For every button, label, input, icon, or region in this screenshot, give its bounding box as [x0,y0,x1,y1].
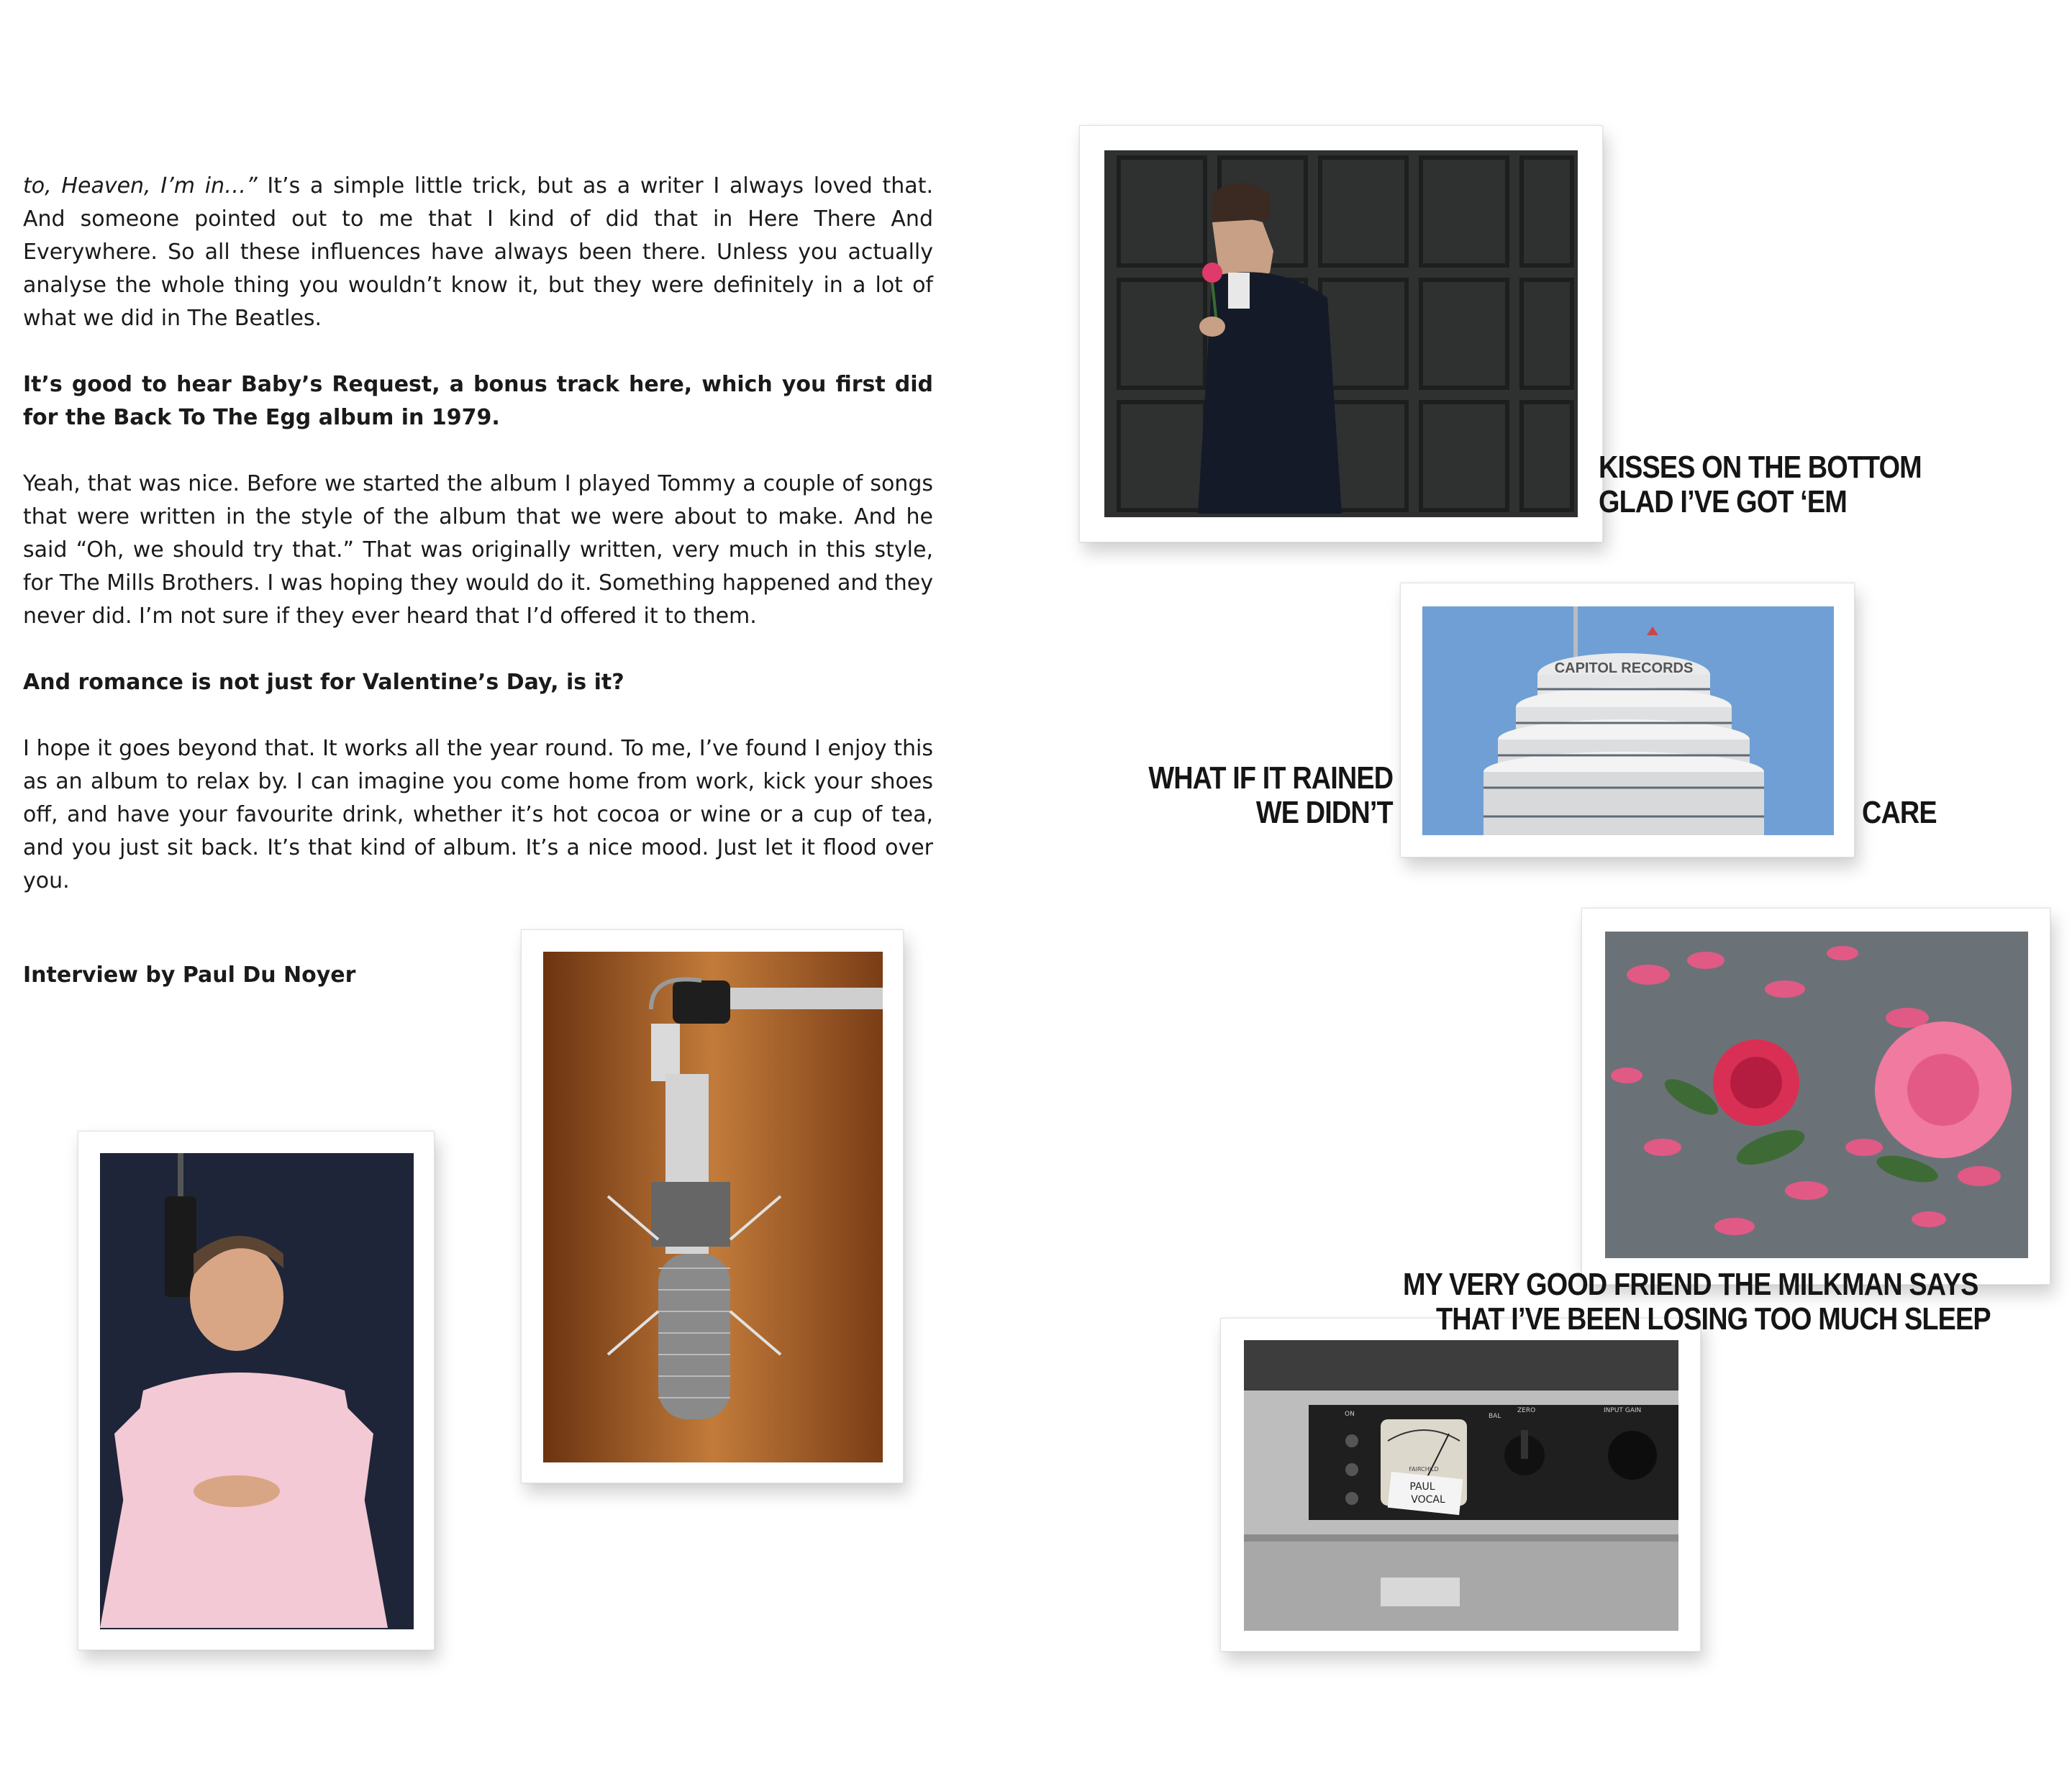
lyric-milkman-line-2: THAT I’VE BEEN LOSING TOO MUCH SLEEP [1436,1301,1991,1337]
photo-frame-meter [1220,1318,1701,1652]
paragraph-1-text: It’s a simple little trick, but as a writer I always loved that. And someone pointed out to me that I kind of did that in Here There And Everywhere. So all these influences have always been there. Unless you actually analyse the whole thing you wouldn’t know it, but they were definitely in a lot of what we did in The Beatles. [23,173,933,331]
photo-microphone [543,952,883,1462]
photo-capitol [1422,606,1834,835]
photo-frame-petals [1581,908,2050,1285]
photo-frame-microphone [521,929,904,1483]
man-flower-image [1104,150,1578,517]
lyric-rained-line-2: WE DIDN’T [1256,795,1393,830]
photo-meter [1244,1340,1678,1631]
singer-image [100,1153,414,1629]
meter-on-label: ON [1345,1411,1355,1418]
photo-singer [100,1153,414,1629]
photo-frame-singer [78,1131,435,1650]
meter-brand: FAIRCHILD [1409,1466,1439,1473]
meter-zero-label: ZERO [1517,1407,1536,1414]
paragraph-1 [23,170,933,335]
lyric-rained-care: CARE [1862,795,1937,830]
interview-text [23,170,933,931]
microphone-image [543,952,883,1462]
lyric-milkman-line-1: MY VERY GOOD FRIEND THE MILKMAN SAYS [1403,1267,1978,1302]
lyric-rained-line-1: WHAT IF IT RAINED [1148,760,1393,796]
paragraph-1-italic: to, Heaven, I’m in…” [23,173,258,199]
question-1: It’s good to hear Baby’s Request, a bonus track here, which you first did for the Back To The Egg album in 1979. [23,372,933,430]
byline: Interview by Paul Du Noyer [23,962,356,988]
rose-petals-image [1605,932,2028,1258]
meter-label-line-1: PAUL [1409,1481,1435,1493]
meter-input-gain-label: INPUT GAIN [1604,1407,1642,1414]
photo-man-flower [1104,150,1578,517]
lyric-kisses-line-2: GLAD I’VE GOT ‘EM [1599,484,1847,519]
photo-frame-capitol [1400,583,1855,857]
meter-image [1244,1340,1678,1631]
capitol-tower-image [1422,606,1834,835]
lyric-kisses-line-1: KISSES ON THE BOTTOM [1599,450,1922,485]
meter-bal-label: BAL [1489,1413,1501,1420]
photo-frame-man-flower [1079,125,1603,542]
question-2: And romance is not just for Valentine’s Day, is it? [23,670,624,695]
capitol-sign: CAPITOL RECORDS [1554,660,1694,676]
meter-label-line-2: VOCAL [1411,1494,1445,1506]
photo-petals [1605,932,2028,1258]
answer-2: I hope it goes beyond that. It works all the year round. To me, I’ve found I enjoy this as an album to relax by. I can imagine you come home from work, kick your shoes off, and have your favourite drink, whether it’s hot cocoa or wine or a cup of tea, and you just sit back. It’s that kind of album. It’s a nice mood. Just let it flood over you. [23,736,933,893]
answer-1: Yeah, that was nice. Before we started the album I played Tommy a couple of songs that were written in the style of the album that we were about to make. And he said “Oh, we should try that.” That was originally written, very much in this style, for The Mills Brothers. I was hoping they would do it. Something happened and they never did. I’m not sure if they ever heard that I’d offered it to them. [23,471,933,629]
